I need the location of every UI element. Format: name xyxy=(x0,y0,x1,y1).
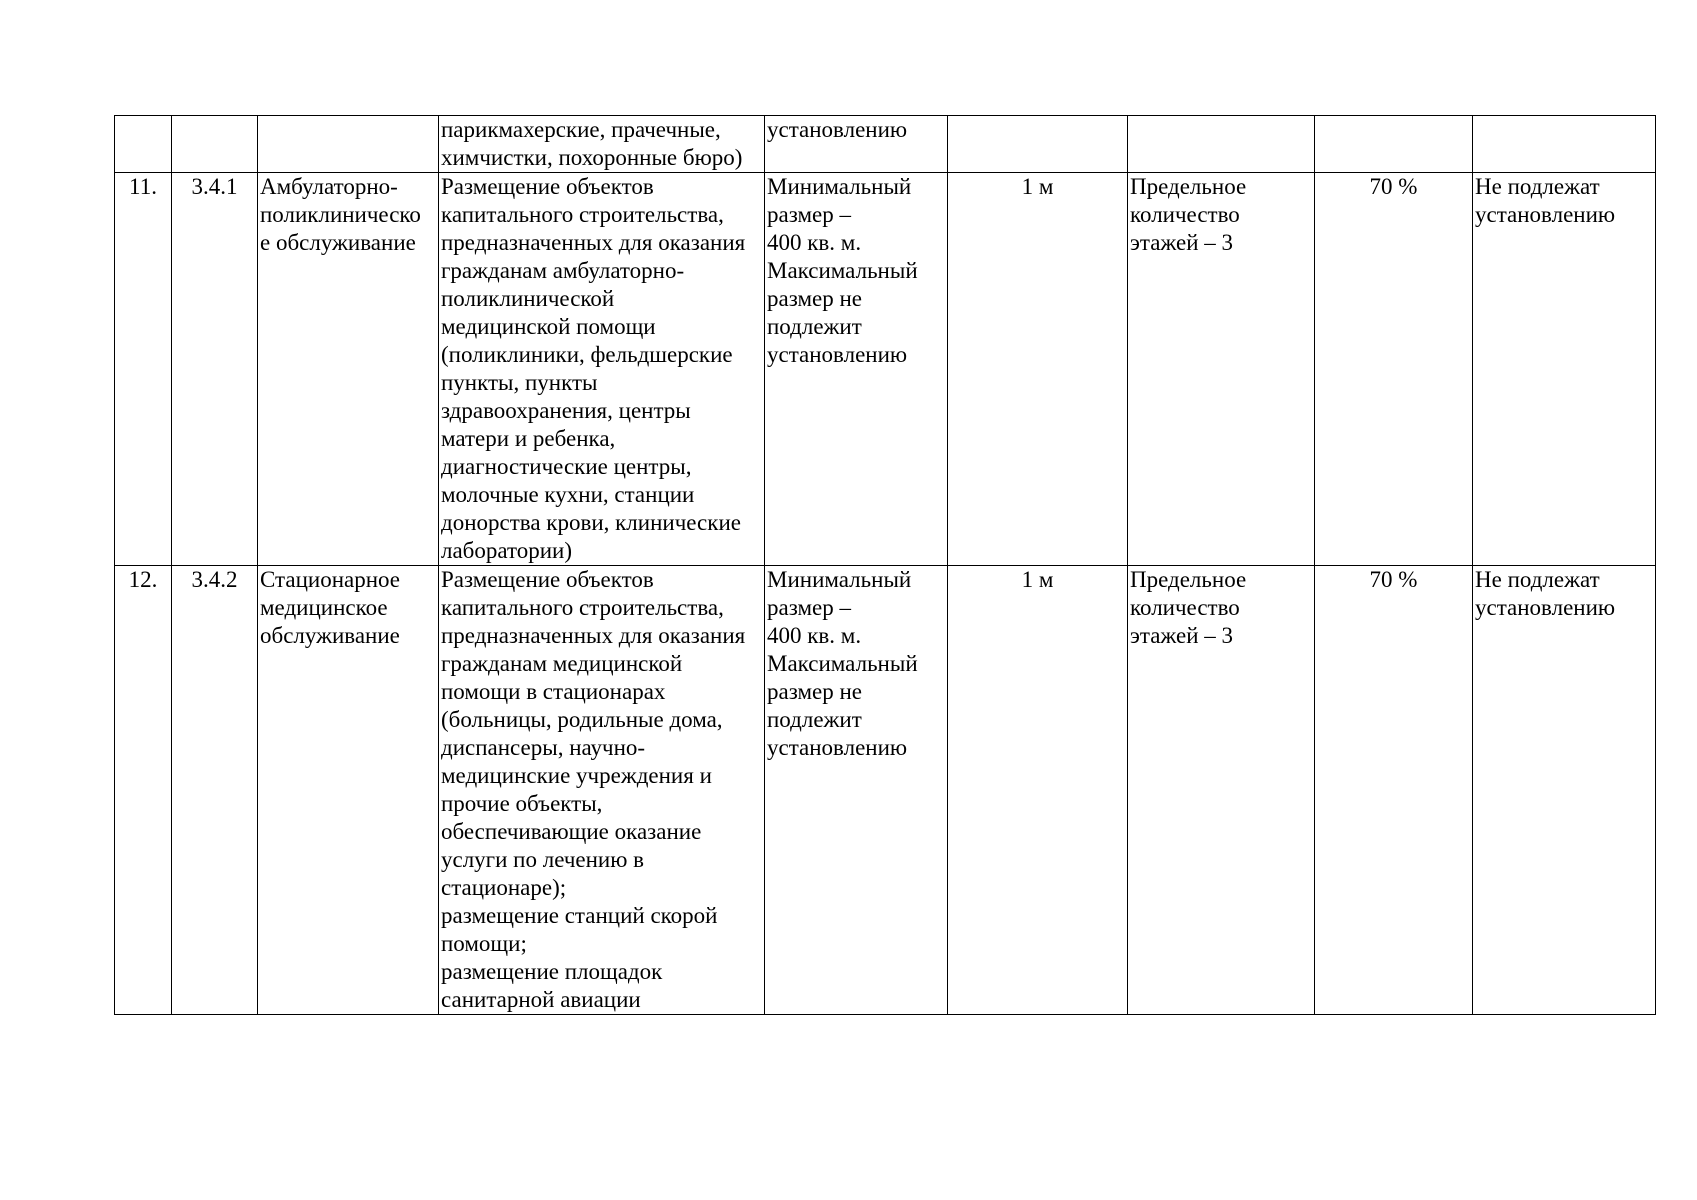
cell-plot-size: Минимальный размер – 400 кв. м. Максимальный размер не подлежит установлению xyxy=(765,173,948,566)
cell-code xyxy=(172,116,258,173)
cell-code: 3.4.1 xyxy=(172,173,258,566)
cell-setback: 1 м xyxy=(948,566,1128,1015)
cell-other: Не подлежат установлению xyxy=(1473,566,1656,1015)
cell-setback xyxy=(948,116,1128,173)
cell-description: Размещение объектов капитального строительства, предназначенных для оказания гражданам медицинской помощи в стационарах (больницы, родильные дома, диспансеры, научно- медицинские учреждения и прочие объекты, обеспечивающие оказание услуги по лечению в стационаре); размещение станций скорой помощи; размещение площадок санитарной авиации xyxy=(439,566,765,1015)
cell-other: Не подлежат установлению xyxy=(1473,173,1656,566)
cell-coverage: 70 % xyxy=(1315,173,1473,566)
table-row xyxy=(115,173,1656,566)
table-row xyxy=(115,566,1656,1015)
cell-number xyxy=(115,116,172,173)
cell-coverage xyxy=(1315,116,1473,173)
table-row xyxy=(115,116,1656,173)
cell-coverage: 70 % xyxy=(1315,566,1473,1015)
cell-description: парикмахерские, прачечные, химчистки, похоронные бюро) xyxy=(439,116,765,173)
cell-code: 3.4.2 xyxy=(172,566,258,1015)
cell-floors xyxy=(1128,116,1315,173)
cell-plot-size: Минимальный размер – 400 кв. м. Максимальный размер не подлежит установлению xyxy=(765,566,948,1015)
cell-use-name xyxy=(258,116,439,173)
cell-number: 12. xyxy=(115,566,172,1015)
cell-other xyxy=(1473,116,1656,173)
cell-floors: Предельное количество этажей – 3 xyxy=(1128,173,1315,566)
zoning-regulations-table xyxy=(114,115,1656,1015)
cell-number: 11. xyxy=(115,173,172,566)
cell-use-name: Стационарное медицинское обслуживание xyxy=(258,566,439,1015)
cell-plot-size: установлению xyxy=(765,116,948,173)
cell-description: Размещение объектов капитального строительства, предназначенных для оказания гражданам амбулаторно- поликлинической медицинской помощи (поликлиники, фельдшерские пункты, пункты здравоохранения, центры матери и ребенка, диагностические центры, молочные кухни, станции донорства крови, клинические лаборатории) xyxy=(439,173,765,566)
cell-floors: Предельное количество этажей – 3 xyxy=(1128,566,1315,1015)
cell-setback: 1 м xyxy=(948,173,1128,566)
cell-use-name: Амбулаторно- поликлиническо е обслуживание xyxy=(258,173,439,566)
